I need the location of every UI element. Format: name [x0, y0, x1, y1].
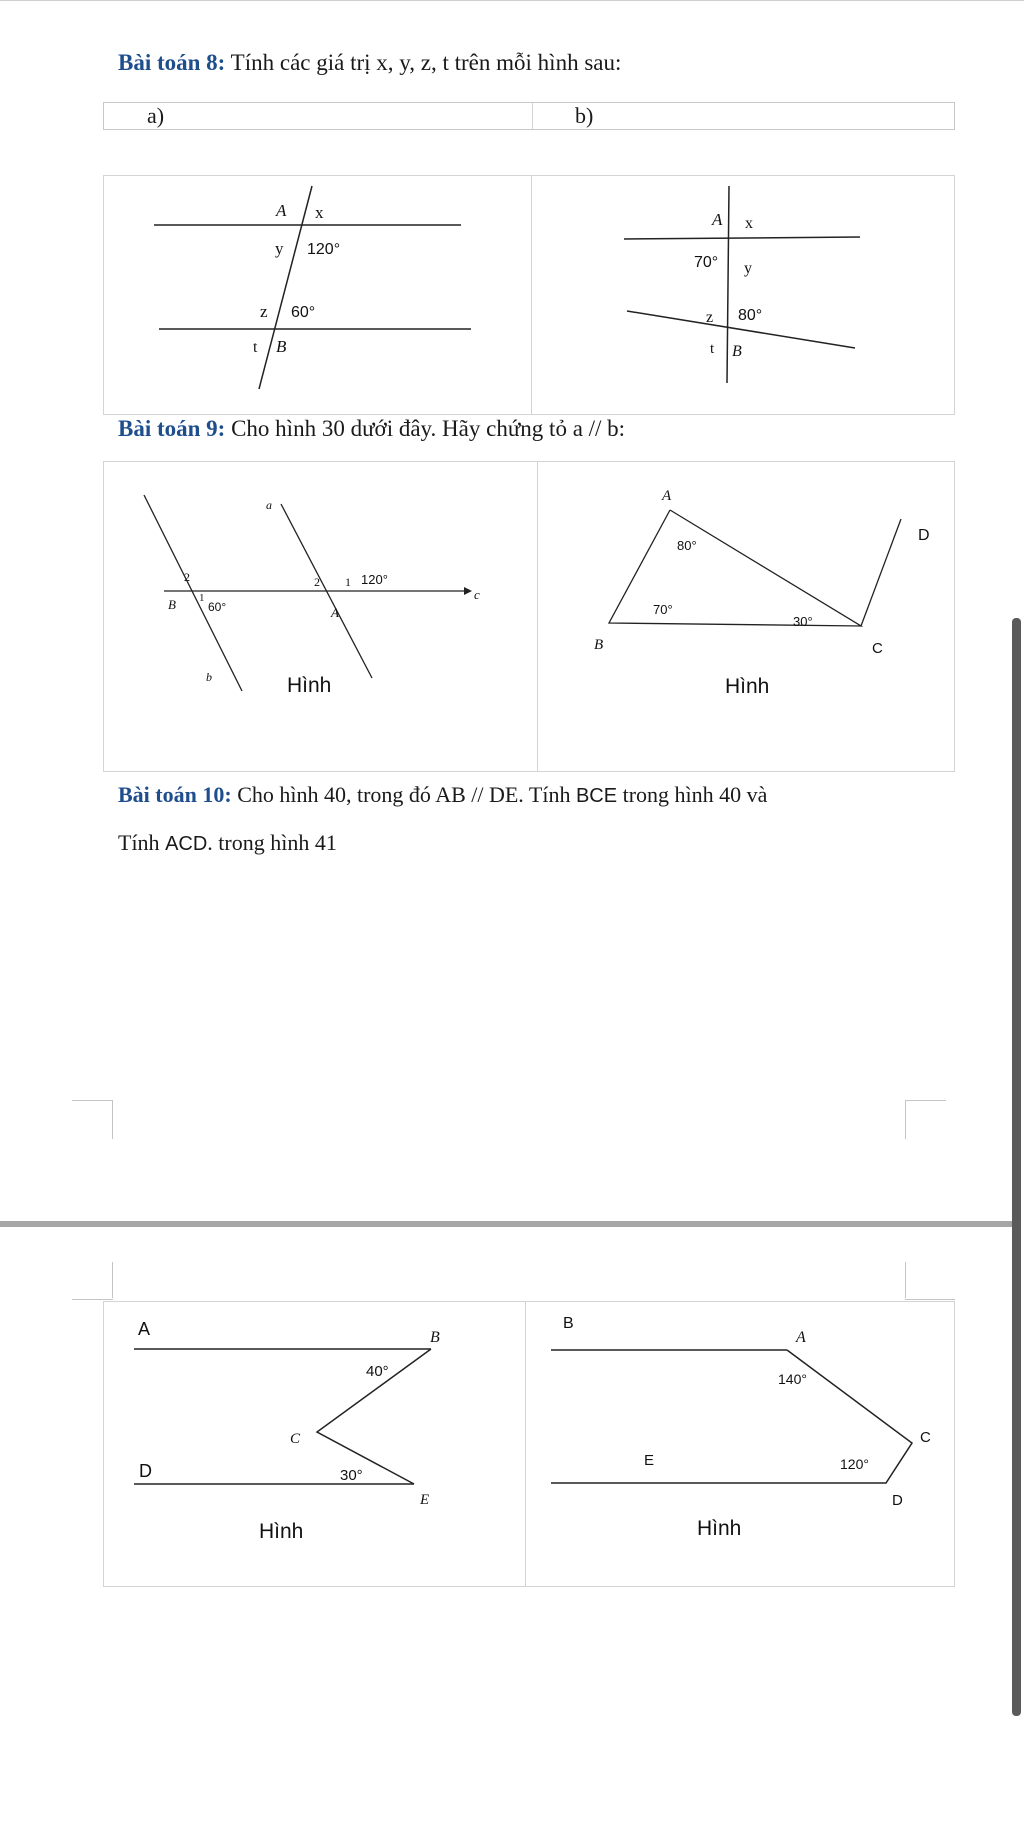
corner-tick-left — [72, 1299, 113, 1300]
caption-9a: Hình — [287, 674, 332, 697]
label-z: z — [706, 309, 714, 326]
transversal — [727, 186, 729, 383]
triangle-abc — [609, 510, 861, 626]
figure-9b — [538, 462, 954, 771]
problem-10-line2 — [118, 830, 337, 856]
label-A: A — [662, 488, 672, 504]
problem-8-label: Bài toán 8: — [118, 50, 226, 75]
caption-9b: Hình — [725, 675, 770, 698]
page-corner-bottom-right — [905, 1262, 946, 1298]
label-2-left: 2 — [184, 570, 190, 584]
label-A: A — [796, 1329, 806, 1346]
problem-9-heading — [118, 416, 625, 442]
angle-60: 60° — [208, 600, 227, 614]
angle-120: 120° — [361, 572, 388, 587]
angle-acd: ACD — [165, 833, 208, 855]
label-b: b — [206, 670, 212, 684]
arrow-c — [464, 587, 472, 595]
problem-9-label: Bài toán 9: — [118, 416, 226, 441]
angle-bce: BCE — [575, 785, 618, 807]
label-A: A — [138, 1319, 151, 1339]
label-a: a — [266, 498, 272, 512]
page-corner-top-right — [905, 1100, 946, 1139]
label-z: z — [260, 302, 268, 321]
label-A: A — [331, 605, 339, 620]
problem-8-text: Tính các giá trị x, y, z, t trên mỗi hình sau: — [225, 50, 622, 75]
label-t: t — [253, 339, 258, 356]
problem-10-text2: trong hình 40 và — [617, 782, 768, 807]
problem-10-heading — [118, 782, 767, 808]
polyline-acd — [766, 1350, 912, 1483]
angle-140: 140° — [778, 1371, 807, 1387]
problem-10-label: Bài toán 10: — [118, 782, 232, 807]
label-B: B — [276, 337, 287, 356]
label-c: c — [474, 587, 480, 602]
label-C: C — [920, 1429, 931, 1446]
page-break — [0, 1221, 1012, 1227]
page-corner-top-left — [72, 1100, 113, 1139]
angle-80: 80° — [677, 538, 697, 553]
label-x: x — [315, 203, 324, 222]
label-D: D — [892, 1492, 903, 1509]
line-top — [624, 237, 860, 239]
angle-70: 70° — [653, 602, 673, 617]
figure-8a — [104, 176, 530, 414]
label-D: D — [139, 1461, 152, 1481]
segment-cd — [861, 519, 901, 626]
label-B: B — [594, 637, 604, 653]
line-b — [144, 495, 242, 691]
cell-b: b) — [575, 103, 594, 128]
label-y: y — [744, 260, 752, 277]
angle-40: 40° — [366, 1363, 389, 1380]
label-B: B — [563, 1315, 574, 1332]
label-D: D — [918, 527, 930, 544]
label-A: A — [712, 210, 723, 229]
angle-30: 30° — [793, 614, 813, 629]
angle-120: 120° — [307, 241, 341, 258]
cell-a: a) — [147, 103, 165, 128]
scrollbar[interactable] — [1012, 618, 1021, 1716]
problem-10-line2-b: . trong hình 41 — [207, 830, 337, 855]
page-corner-bottom-left — [72, 1262, 113, 1298]
label-E: E — [420, 1492, 430, 1508]
angle-70: 70° — [694, 254, 719, 271]
table-divider — [532, 103, 533, 129]
label-x: x — [745, 215, 753, 232]
label-1-left: 1 — [199, 592, 205, 604]
angle-30: 30° — [340, 1467, 363, 1484]
problem-9-text: Cho hình 30 dưới đây. Hãy chứng tỏ a // b: — [225, 416, 626, 441]
top-rule — [0, 0, 1024, 1]
caption-41: Hình — [697, 1517, 742, 1540]
angle-120: 120° — [840, 1456, 869, 1472]
label-y: y — [275, 239, 284, 258]
label-B: B — [168, 597, 176, 612]
label-t: t — [710, 341, 715, 357]
figure-40 — [104, 1302, 524, 1586]
problem-8-heading — [118, 50, 621, 76]
ab-table — [103, 102, 955, 130]
caption-40: Hình — [259, 1520, 304, 1543]
figure-8b — [532, 176, 954, 414]
problem-10-line2-a: Tính — [118, 830, 166, 855]
angle-60: 60° — [291, 304, 316, 321]
label-C: C — [290, 1431, 301, 1447]
angle-80: 80° — [738, 307, 763, 324]
corner-tick-right — [905, 1299, 955, 1300]
problem-10-text: Cho hình 40, trong đó AB // DE. Tính — [231, 782, 576, 807]
label-1-right: 1 — [345, 575, 351, 589]
label-2-right: 2 — [314, 575, 320, 589]
label-B: B — [732, 343, 742, 360]
label-A: A — [276, 201, 287, 220]
label-B: B — [430, 1329, 440, 1346]
label-E: E — [644, 1452, 655, 1469]
figure-41 — [526, 1302, 954, 1586]
figure-9a — [104, 462, 536, 771]
label-C: C — [872, 640, 883, 657]
